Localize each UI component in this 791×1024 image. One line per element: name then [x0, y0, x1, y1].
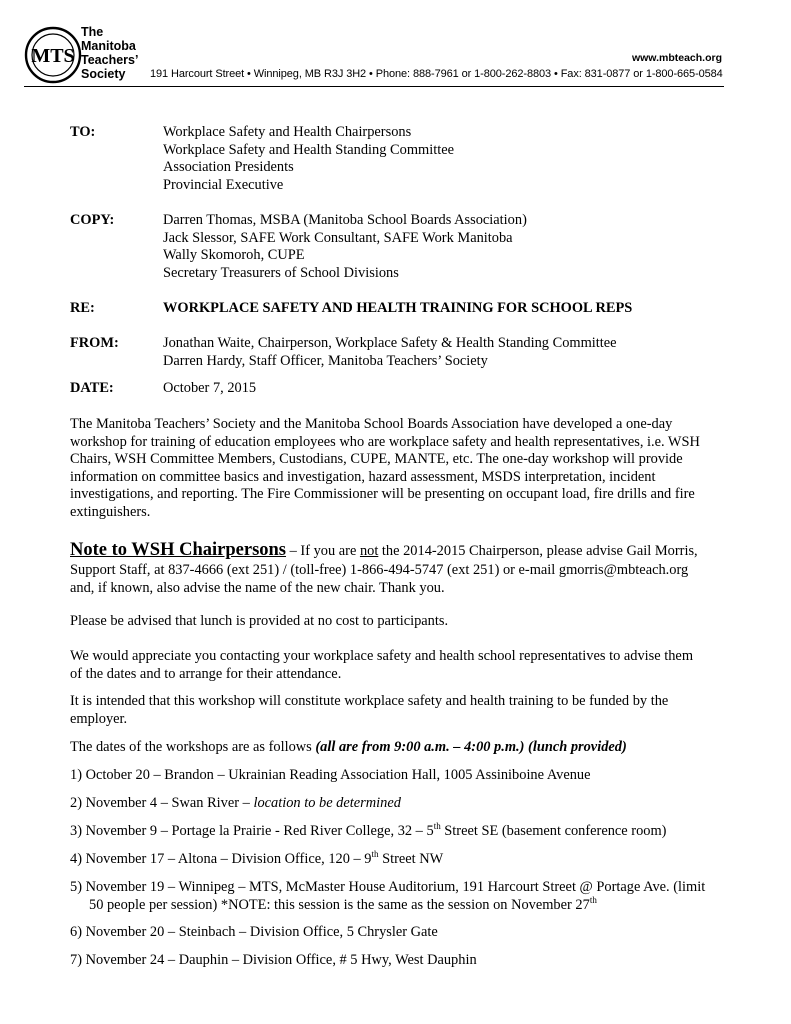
workshop-text: 4) November 17 – Altona – Division Office, 120 – 9 [70, 851, 372, 867]
intro-line: extinguishers. [70, 503, 151, 520]
intro-line: Chairs, WSH Committee Members, Custodians, CUPE, MANTE, etc. The one-day workshop will provide [70, 451, 683, 467]
note-text: Support Staff, at 837-4666 (ext 251) / (toll-free) 1-866-494-5747 (ext 251) or e-mail gmorris@mbteach.org [70, 562, 689, 578]
workshop-item: 6) November 20 – Steinbach – Division Office, 5 Chrysler Gate [70, 924, 438, 940]
subject: WORKPLACE SAFETY AND HEALTH TRAINING FOR SCHOOL REPS [163, 300, 633, 316]
workshop-location-tbd: location to be determined [253, 795, 401, 811]
from-line: Darren Hardy, Staff Officer, Manitoba Teachers’ Society [163, 352, 488, 369]
org-line: Teachers’ [81, 53, 139, 67]
dates-intro [70, 739, 730, 757]
copy-label: COPY: [70, 212, 115, 228]
re-label: RE: [70, 300, 95, 316]
copy-line: Jack Slessor, SAFE Work Consultant, SAFE Work Manitoba [163, 229, 513, 246]
note-not: not [359, 543, 379, 559]
from-senders [163, 335, 617, 370]
note-text: the 2014-2015 Chairperson, please advise Gail Morris, [378, 543, 698, 559]
note-heading: Note to WSH Chairpersons [70, 540, 287, 560]
copy-line: Secretary Treasurers of School Divisions [163, 264, 399, 281]
to-line: Association Presidents [163, 159, 294, 175]
intro-paragraph [70, 416, 730, 521]
note-line [70, 562, 730, 580]
copy-line: Darren Thomas, MSBA (Manitoba School Boards Association) [163, 212, 527, 228]
intro-line: workshop for training of education employees who are workplace safety and health representatives, i.e. WSH [70, 433, 700, 450]
address-line: 191 Harcourt Street • Winnipeg, MB R3J 3H2 • Phone: 888-7961 or 1-800-262-8803 • Fax: 831-0877 or 1-800-665-0584 [150, 68, 723, 80]
lunch-paragraph: Please be advised that lunch is provided at no cost to participants. [70, 613, 449, 629]
note-line: and, if known, also advise the name of the new chair. Thank you. [70, 579, 445, 596]
from-label: FROM: [70, 335, 119, 351]
to-recipients [163, 124, 454, 194]
ordinal-suffix: th [433, 821, 441, 831]
header-divider [24, 86, 724, 87]
intended-paragraph [70, 693, 730, 728]
intended-line: employer. [70, 710, 128, 727]
appreciate-paragraph [70, 648, 730, 683]
intended-line: It is intended that this workshop will constitute workplace safety and health training to be funded by the [70, 693, 669, 709]
workshop-item [70, 823, 666, 841]
workshop-line [70, 894, 705, 915]
website-link[interactable]: www.mbteach.org [631, 52, 722, 64]
workshop-text: 2) November 4 – Swan River – [70, 795, 254, 811]
workshop-item [70, 851, 443, 869]
dates-intro-hours: (all are from 9:00 a.m. – 4:00 p.m.) (lunch provided) [315, 739, 627, 755]
dates-intro-text: The dates of the workshops are as follows [70, 739, 316, 755]
copy-line: Wally Skomoroh, CUPE [163, 247, 305, 263]
intro-line: information on committee basics and investigation, hazard assessment, MSDS interpretation, incident [70, 468, 656, 485]
workshop-text: 50 people per session) *NOTE: this session is the same as the session on November 27 [89, 896, 590, 913]
to-line: Workplace Safety and Health Chairpersons [163, 124, 412, 140]
intro-line: investigations, and reporting. The Fire Commissioner will be presenting on occupant load, fire drills and fire [70, 486, 695, 502]
workshop-item: 7) November 24 – Dauphin – Division Office, # 5 Hwy, West Dauphin [70, 952, 477, 968]
workshop-text: Street NW [378, 851, 444, 867]
to-label: TO: [70, 124, 96, 140]
note-text: – If you are [286, 543, 360, 559]
workshop-item [70, 795, 401, 813]
org-line: The [81, 25, 104, 39]
appreciate-line: of the dates and to arrange for their attendance. [70, 665, 342, 682]
workshop-text: 3) November 9 – Portage la Prairie - Red River College, 32 – 5 [70, 823, 434, 839]
workshop-line: 5) November 19 – Winnipeg – MTS, McMaster House Auditorium, 191 Harcourt Street @ Portage Ave. (limit [70, 879, 706, 895]
org-line: Society [81, 67, 126, 81]
logo-text: MTS [31, 45, 75, 67]
ordinal-suffix: th [589, 894, 597, 905]
to-line: Workplace Safety and Health Standing Committee [163, 141, 454, 158]
org-line: Manitoba [81, 39, 136, 53]
workshop-item: 1) October 20 – Brandon – Ukrainian Reading Association Hall, 1005 Assiniboine Avenue [70, 767, 591, 783]
date-label: DATE: [70, 380, 114, 396]
mts-logo [24, 26, 82, 84]
note-paragraph [70, 540, 730, 597]
ordinal-suffix: th [371, 849, 379, 859]
workshop-text: Street SE (basement conference room) [440, 823, 667, 839]
intro-line: The Manitoba Teachers’ Society and the Manitoba School Boards Association have developed a one-day [70, 416, 673, 432]
organization-name [81, 25, 138, 81]
memo-date: October 7, 2015 [163, 380, 257, 396]
workshop-item [70, 879, 705, 914]
from-line: Jonathan Waite, Chairperson, Workplace Safety & Health Standing Committee [163, 335, 617, 351]
appreciate-line: We would appreciate you contacting your workplace safety and health school representatives to advise them [70, 648, 694, 664]
to-line: Provincial Executive [163, 176, 284, 193]
copy-recipients [163, 212, 527, 282]
